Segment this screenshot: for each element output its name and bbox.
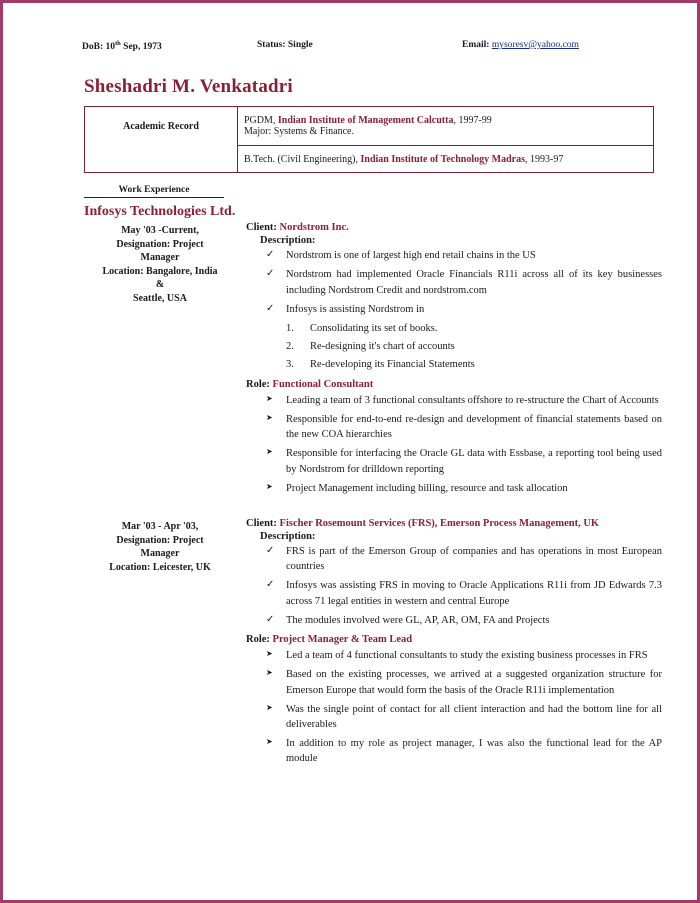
institute-2: Indian Institute of Technology Madras [360,153,525,165]
job-2-designation: Designation: Project [116,534,204,546]
table-row [85,146,654,173]
email-field [462,40,579,52]
job-1-role-line [246,379,662,390]
job-1-location-cont: & [155,279,165,291]
list-item: ✓ Infosys is assisting Nordstrom in [264,302,662,317]
candidate-name: Sheshadri M. Venkatadri [84,76,293,98]
degree-1-years: , 1997-99 [453,115,492,127]
status-label: Status: [257,40,286,50]
academic-row-2 [238,146,654,173]
degree-1-prefix: PGDM, [244,115,278,127]
client-label: Client: [246,518,280,529]
job-2-role-list [264,648,662,767]
job-1-meta [84,222,236,500]
client-name: Fischer Rosemount Services (FRS), Emerson Process Management, UK [279,518,600,529]
list-item: Re-developing its Financial Statements [310,359,475,371]
dob-rest: Sep, 1973 [120,42,162,53]
job-1-details [236,222,662,500]
header-row [40,40,660,52]
list-item: ➤ Project Management including billing, resource and task allocation [264,481,662,496]
list-item: Consolidating its set of books. [310,323,438,335]
table-row [85,107,654,146]
job-1-client-line [246,222,662,233]
list-item: ✓ Nordstrom had implemented Oracle Financials R11i across all of its key businesses including Nordstrom Credit and nordstrom.com [264,267,662,297]
degree-2-years: , 1993-97 [524,153,564,165]
role-label: Role: [246,634,273,646]
job-entry-1 [84,222,662,500]
work-experience-heading: Work Experience [84,185,224,198]
institute-1: Indian Institute of Management Calcutta [277,115,454,127]
job-2-description-label: Description: [260,531,316,542]
job-1-designation: Designation: Project [116,238,204,250]
job-2-dates: Mar '03 - Apr '03, [121,521,199,532]
job-2-location: Location: Leicester, UK [109,561,211,573]
list-item: ✓ Nordstrom is one of largest high end retail chains in the US [264,248,662,263]
job-2-description-list [264,544,662,628]
list-item: ✓ Infosys was assisting FRS in moving to Oracle Applications R11i from JD Edwards 7.3 across 71 legal entities in western and central Europe [264,578,662,608]
client-label: Client: [246,222,280,234]
role-value: Functional Consultant [272,378,374,390]
job-2-designation-cont: Manager [140,548,180,559]
list-item: ➤ Responsible for interfacing the Oracle GL data with Essbase, a reporting tool being used by Nordstrom for drilldown reporting [264,446,662,476]
list-item: ➤ Based on the existing processes, we arrived at a suggested organization structure for Emerson Europe that would form the basis of the Oracle R11i implementation [264,667,662,697]
job-1-dates: May '03 -Current, [121,225,199,237]
degree-2-prefix: B.Tech. (Civil Engineering), [244,153,361,165]
list-item: ➤ Leading a team of 3 functional consultants offshore to re-structure the Chart of Accounts [264,393,662,408]
role-value: Project Manager & Team Lead [272,634,413,646]
email-link[interactable]: mysoresv@yahoo.com [491,40,579,50]
academic-row-1 [238,107,654,146]
job-1-location-cont2: Seattle, USA [133,292,187,304]
email-label: Email: [462,40,490,50]
job-2-details [236,518,662,771]
dob-value: 10 [105,42,115,53]
list-item: ➤ Led a team of 4 functional consultants to study the existing business processes in FRS [264,648,662,663]
job-2-role-line [246,634,662,645]
job-1-description-list [264,248,662,317]
client-name: Nordstrom Inc. [279,222,349,234]
list-item: ➤ Responsible for end-to-end re-design and development of financial statements based on the new COA hierarchies [264,412,662,442]
job-1-role-list [264,393,662,496]
list-item: Re-designing it's chart of accounts [310,341,455,353]
list-item: ➤ Was the single point of contact for all client interaction and had the bottom line for all deliverables [264,702,662,732]
job-1-description-label: Description: [260,235,316,247]
company-name: Infosys Technologies Ltd. [84,204,236,220]
status-value: Single [287,40,313,50]
dob-label: DoB: [82,42,104,53]
academic-record-label: Academic Record [85,107,238,146]
role-label: Role: [246,378,273,390]
job-1-numbered-list [286,321,662,373]
degree-1-major: Major: Systems & Finance. [244,126,354,138]
job-1-location: Location: Bangalore, India [102,265,218,277]
job-1-designation-cont: Manager [140,252,180,264]
dob-superscript: th [115,40,121,47]
list-item: ✓ FRS is part of the Emerson Group of companies and has operations in most European countries [264,544,662,574]
job-2-client-line [246,518,662,529]
list-item: ✓ The modules involved were GL, AP, AR, OM, FA and Projects [264,613,662,628]
academic-label-spacer [85,146,238,173]
academic-record-table [84,106,654,173]
job-2-meta [84,518,236,771]
status-field [257,40,462,52]
list-item: ➤ In addition to my role as project manager, I was also the functional lead for the AP module [264,736,662,766]
dob-field [82,40,257,52]
page-content [3,3,697,900]
job-entry-2 [84,518,662,771]
